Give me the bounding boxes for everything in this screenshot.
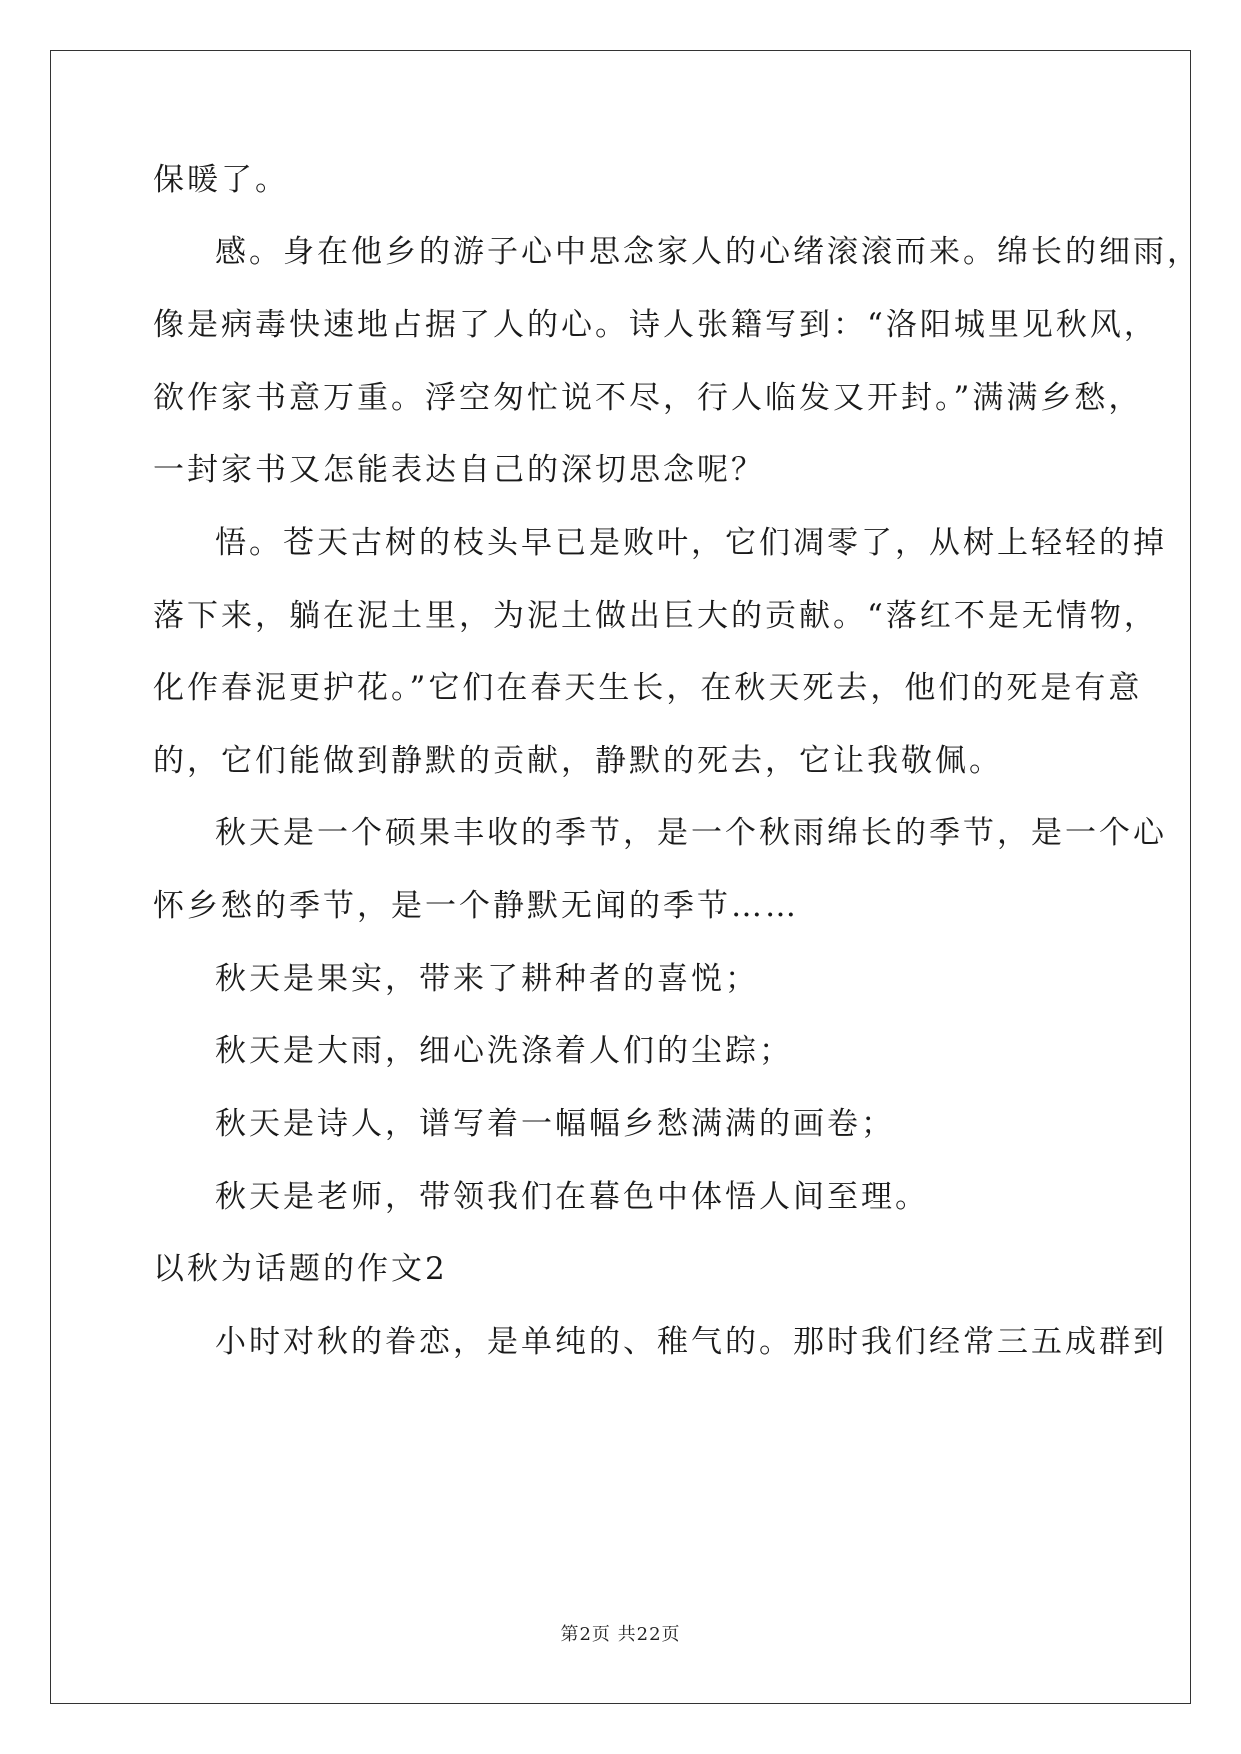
paragraph-line: 小时对秋的眷恋，是单纯的、稚气的。那时我们经常三五成群到 (215, 1324, 1167, 1360)
paragraph-line: 感。身在他乡的游子心中思念家人的心绪滚滚而来。绵长的细雨， (215, 234, 1201, 270)
paragraph-line: 秋天是果实，带来了耕种者的喜悦； (215, 961, 759, 997)
paragraph-line: 秋天是一个硕果丰收的季节，是一个秋雨绵长的季节，是一个心 (215, 815, 1167, 851)
paragraph-line: 的，它们能做到静默的贡献，静默的死去，它让我敬佩。 (153, 743, 1003, 779)
page-number-footer: 第2页 共22页 (560, 1624, 681, 1645)
paragraph-line: 保暖了。 (153, 162, 289, 198)
paragraph-line: 悟。苍天古树的枝头早已是败叶，它们凋零了，从树上轻轻的掉 (215, 525, 1167, 561)
section-heading: 以秋为话题的作文2 (153, 1251, 448, 1287)
paragraph-line: 落下来，躺在泥土里，为泥土做出巨大的贡献。“落红不是无情物， (153, 598, 1158, 634)
paragraph-line: 秋天是大雨，细心洗涤着人们的尘踪； (215, 1033, 793, 1069)
paragraph-line: 像是病毒快速地占据了人的心。诗人张籍写到：“洛阳城里见秋风， (153, 307, 1158, 343)
paragraph-line: 欲作家书意万重。浮空匆忙说不尽，行人临发又开封。”满满乡愁， (153, 380, 1143, 416)
paragraph-line: 怀乡愁的季节，是一个静默无闻的季节…… (153, 888, 799, 924)
page-border (50, 50, 1191, 1704)
paragraph-line: 化作春泥更护花。”它们在春天生长，在秋天死去，他们的死是有意 (153, 670, 1143, 706)
paragraph-line: 秋天是诗人，谱写着一幅幅乡愁满满的画卷； (215, 1106, 895, 1142)
paragraph-line: 一封家书又怎能表达自己的深切思念呢？ (153, 452, 765, 488)
paragraph-line: 秋天是老师，带领我们在暮色中体悟人间至理。 (215, 1179, 929, 1215)
